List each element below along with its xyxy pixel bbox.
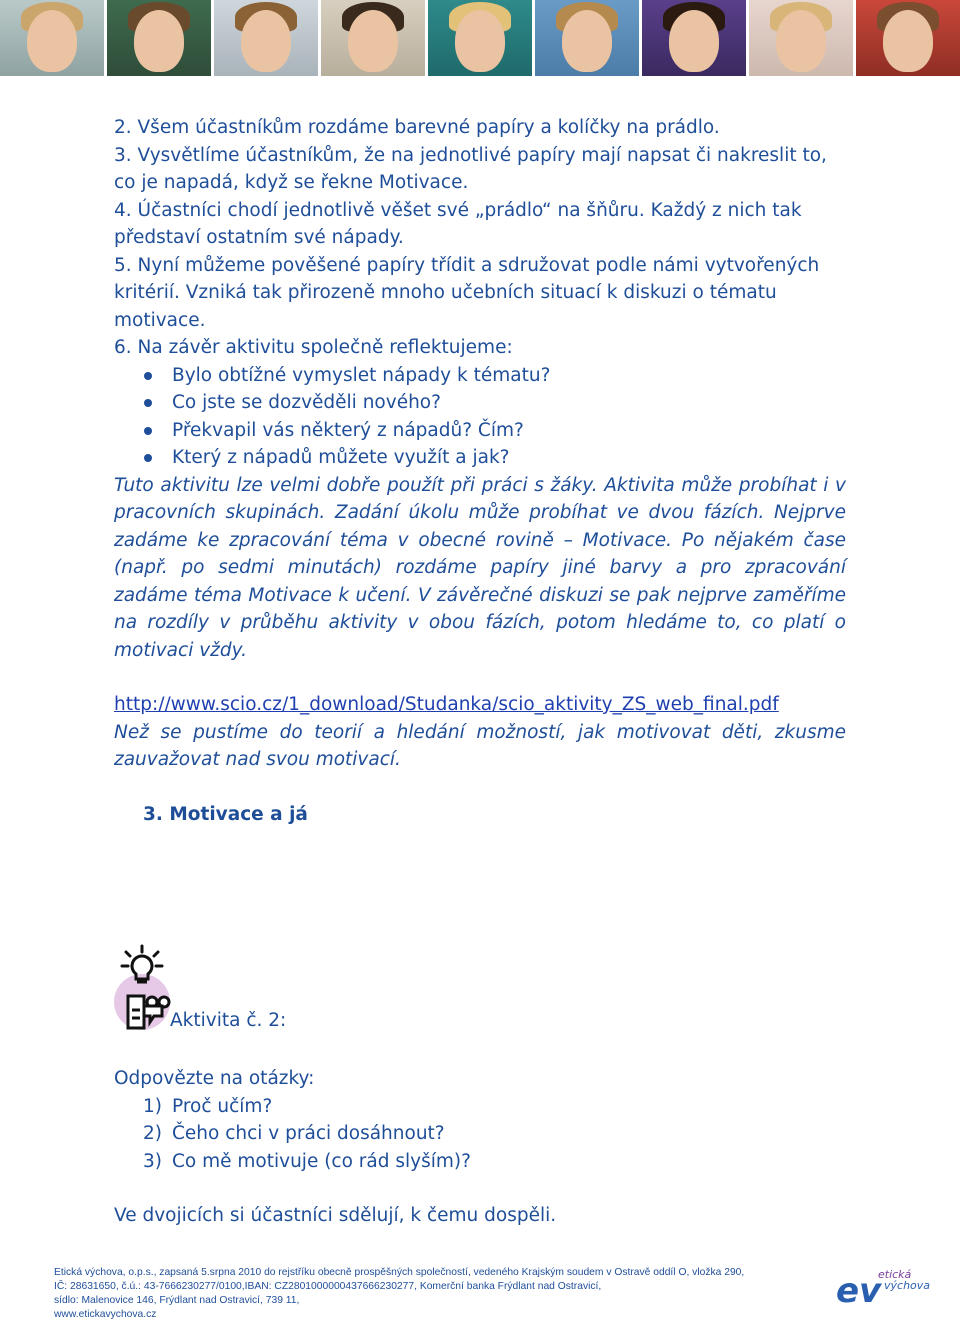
questions-intro: Odpovězte na otázky:: [114, 1068, 315, 1089]
child-photo: [107, 0, 211, 76]
questions-list: [114, 1093, 846, 1176]
question-number: 2): [143, 1123, 162, 1144]
logo-word-1: etická: [878, 1268, 912, 1281]
activity-block: [114, 944, 514, 1034]
bullet-item: Překvapil vás některý z nápadů? Čím?: [114, 417, 846, 445]
section-number: 3.: [143, 803, 163, 825]
question-number: 1): [143, 1095, 162, 1117]
closing-text: Ve dvojicích si účastníci sdělují, k čemu dospěli.: [114, 1205, 557, 1226]
child-photo: [535, 0, 639, 76]
intro-note: Než se pustíme do teorií a hledání možností, jak motivovat děti, zkusme zauvažovat nad svou motivací.: [114, 721, 846, 770]
section-heading: [114, 801, 846, 829]
source-link[interactable]: http://www.scio.cz/1_download/Studanka/scio_aktivity_ZS_web_final.pdf: [114, 694, 779, 715]
header-photo-strip: [0, 0, 960, 76]
reflection-bullets: [114, 362, 846, 472]
footer: [54, 1266, 754, 1322]
footer-website: www.etickavychova.cz: [54, 1309, 157, 1320]
step-2: 2. Všem účastníkům rozdáme barevné papíry a kolíčky na prádlo.: [114, 117, 720, 138]
step-3: 3. Vysvětlíme účastníkům, že na jednotlivé papíry mají napsat či nakreslit to, co je napadá, když se řekne Motivace.: [114, 144, 827, 193]
question-number: 3): [143, 1150, 162, 1172]
question-item: [114, 1120, 846, 1148]
step-5: 5. Nyní můžeme pověšené papíry třídit a sdružovat podle námi vytvořených kritérií. Vzniká tak přirozeně mnoho učebních situací k diskuzi o tématu motivace.: [114, 254, 820, 331]
activity-label: Aktivita č. 2:: [170, 1010, 287, 1031]
child-photo: [749, 0, 853, 76]
logo-word-2: výchova: [884, 1279, 931, 1292]
question-text: Čeho chci v práci dosáhnout?: [172, 1123, 445, 1144]
document-body: [114, 114, 846, 828]
italic-note: Tuto aktivitu lze velmi dobře použít při práci s žáky. Aktivita může probíhat i v pracovních skupinách. Zadání úkolu může probíhat ve dvou fázích. Nejprve zadáme ke zpracování téma v obecné rovině – Motivace. Po nějakém čase (např. po sedmi minutách) rozdáme papíry jiné barvy a pro zpracování zadáme téma Motivace k učení. V závěrečné diskuzi se pak nejprve zaměříme na rozdíly v průběhu aktivity v obou fázích, potom hledáme to, co platí o motivaci vždy.: [114, 474, 846, 661]
lightbulb-thinking-icon: [114, 944, 174, 1032]
question-item: [114, 1093, 846, 1121]
child-photo: [321, 0, 425, 76]
step-4: 4. Účastníci chodí jednotlivě věšet své „prádlo“ na šňůru. Každý z nich tak představí ostatním své nápady.: [114, 199, 802, 248]
step-6: 6. Na závěr aktivitu společně reflektujeme:: [114, 337, 513, 358]
questions-block: [114, 1065, 846, 1248]
bullet-item: Co jste se dozvěděli nového?: [114, 389, 846, 417]
footer-line: sídlo: Malenovice 146, Frýdlant nad Ostravicí, 739 11,: [54, 1295, 300, 1306]
child-photo: [856, 0, 960, 76]
child-photo: [0, 0, 104, 76]
footer-line: IČ: 28631650, č.ú.: 43-7666230277/0100,IBAN: CZ2801000000437666230277, Komerční banka Frýdlant nad Ostravicí,: [54, 1281, 602, 1292]
footer-line: Etická výchova, o.p.s., zapsaná 5.srpna 2010 do rejstříku obecně prospěšných společností, vedeného Krajským soudem v Ostravě oddíl O, vložka 290,: [54, 1267, 745, 1278]
question-text: Proč učím?: [172, 1095, 273, 1117]
section-title: Motivace a já: [169, 803, 308, 825]
question-item: [114, 1148, 846, 1176]
steps-list: [114, 114, 846, 362]
bullet-item: Bylo obtížné vymyslet nápady k tématu?: [114, 362, 846, 390]
question-text: Co mě motivuje (co rád slyším)?: [172, 1150, 471, 1172]
logo-mark: ev: [836, 1271, 882, 1311]
eticka-vychova-logo: [834, 1262, 938, 1314]
child-photo: [642, 0, 746, 76]
child-photo: [428, 0, 532, 76]
bullet-item: Který z nápadů můžete využít a jak?: [114, 444, 846, 472]
child-photo: [214, 0, 318, 76]
